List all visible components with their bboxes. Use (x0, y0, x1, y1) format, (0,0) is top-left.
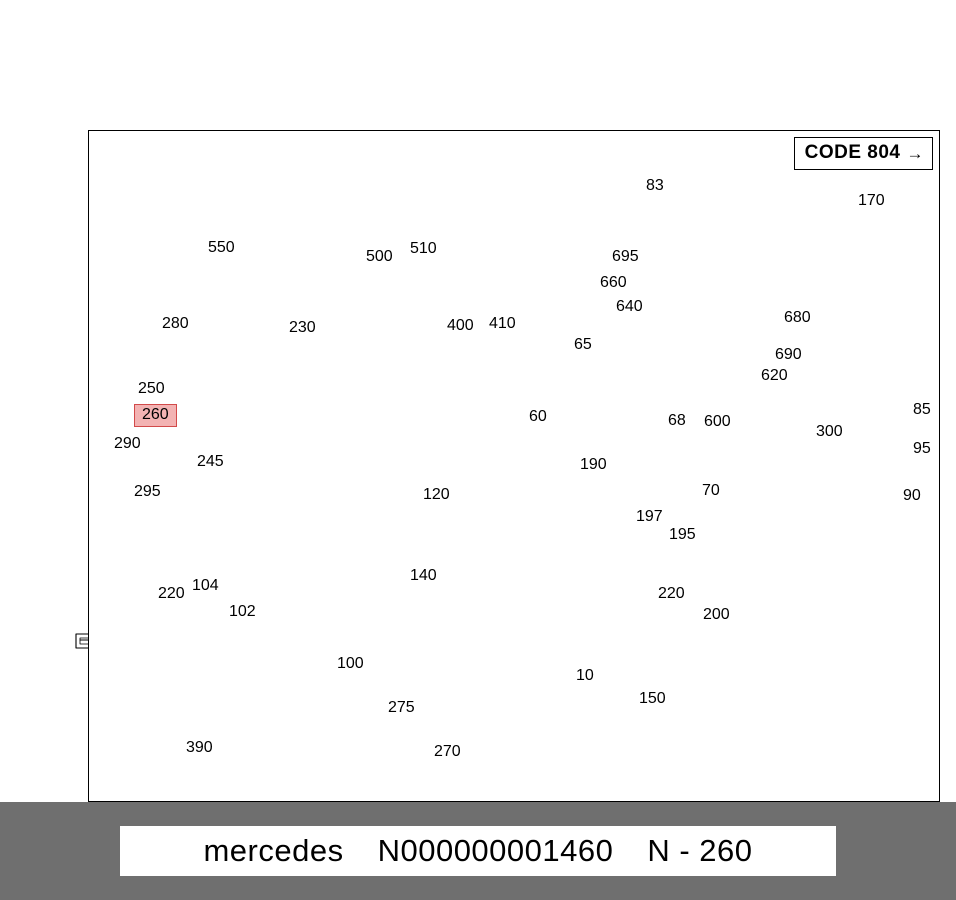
callout-620: 620 (761, 367, 788, 384)
callout-600: 600 (704, 413, 731, 430)
callout-510: 510 (410, 240, 437, 257)
callout-250: 250 (138, 380, 165, 397)
brand-label: mercedes (203, 833, 344, 868)
position-code: N - 260 (647, 833, 753, 868)
code-badge-label: CODE 804 (804, 142, 901, 163)
callout-200: 200 (703, 606, 730, 623)
callout-245: 245 (197, 453, 224, 470)
callout-275: 275 (388, 699, 415, 716)
callout-197: 197 (636, 508, 663, 525)
callout-104: 104 (192, 577, 219, 594)
callout-120: 120 (423, 486, 450, 503)
callout-90: 90 (903, 487, 921, 504)
callout-220-left: 220 (158, 585, 185, 602)
callout-70: 70 (702, 482, 720, 499)
callout-300: 300 (816, 423, 843, 440)
callout-260-highlighted: 260 (134, 404, 177, 427)
callout-140: 140 (410, 567, 437, 584)
callout-390: 390 (186, 739, 213, 756)
callout-500: 500 (366, 248, 393, 265)
callout-290: 290 (114, 435, 141, 452)
callout-660: 660 (600, 274, 627, 291)
callout-550: 550 (208, 239, 235, 256)
callout-100: 100 (337, 655, 364, 672)
callout-220-right: 220 (658, 585, 685, 602)
callout-170: 170 (858, 192, 885, 209)
callout-270: 270 (434, 743, 461, 760)
callout-230: 230 (289, 319, 316, 336)
callout-65: 65 (574, 336, 592, 353)
footer-strip (120, 826, 836, 876)
callout-410: 410 (489, 315, 516, 332)
callout-640: 640 (616, 298, 643, 315)
callout-83: 83 (646, 177, 664, 194)
callout-68: 68 (668, 412, 686, 429)
callout-102: 102 (229, 603, 256, 620)
callout-150: 150 (639, 690, 666, 707)
callout-60: 60 (529, 408, 547, 425)
callout-190: 190 (580, 456, 607, 473)
callout-95: 95 (913, 440, 931, 457)
code-badge-arrow-icon: → (906, 143, 924, 163)
callout-680: 680 (784, 309, 811, 326)
callout-85: 85 (913, 401, 931, 418)
callout-195: 195 (669, 526, 696, 543)
callout-10: 10 (576, 667, 594, 684)
callout-400: 400 (447, 317, 474, 334)
callout-280: 280 (162, 315, 189, 332)
code-badge (794, 137, 933, 170)
callout-295: 295 (134, 483, 161, 500)
callout-695: 695 (612, 248, 639, 265)
part-number: N000000001460 (377, 833, 614, 868)
callout-690: 690 (775, 346, 802, 363)
